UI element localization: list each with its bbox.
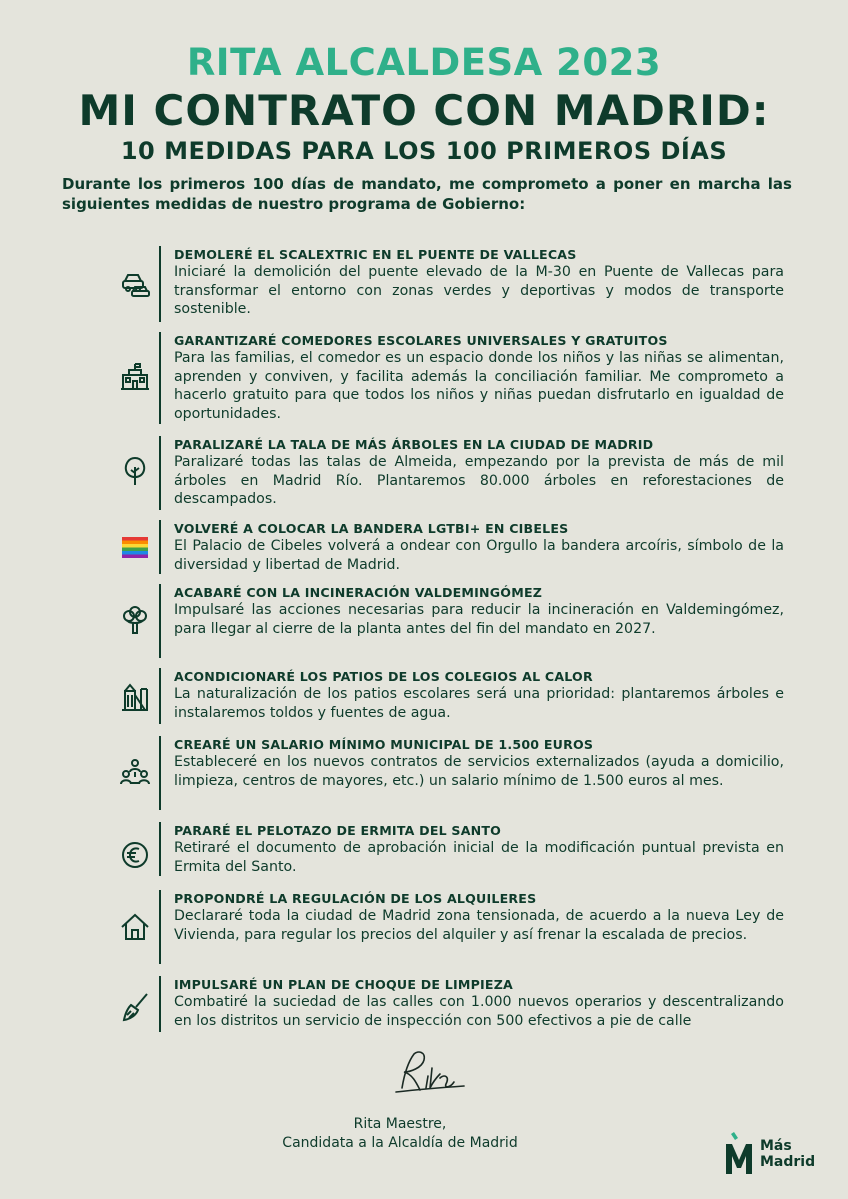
house-icon (118, 910, 152, 944)
logo-line-1: Más (760, 1138, 792, 1154)
measure-body: La naturalización de los patios escolares será una prioridad: plantaremos árboles e instalaremos toldos y fuentes de agua. (174, 686, 784, 721)
signatory-name: Rita Maestre, (353, 1116, 447, 1132)
measure-title: DEMOLERÉ EL SCALEXTRIC EN EL PUENTE DE VALLECAS (174, 247, 577, 262)
measure-body: Iniciaré la demolición del puente elevado de la M-30 en Puente de Vallecas para transformar el entorno con zonas verdes y deportivas y modos de transporte sostenible. (174, 264, 784, 318)
page-title: MI CONTRATO CON MADRID: (78, 86, 770, 135)
euro-coin-icon (118, 838, 152, 872)
measure-title: PARARÉ EL PELOTAZO DE ERMITA DEL SANTO (174, 823, 502, 838)
divider-line (159, 736, 161, 810)
measure-title: ACONDICIONARÉ LOS PATIOS DE LOS COLEGIOS AL CALOR (174, 669, 593, 684)
divider-line (159, 520, 161, 574)
cars-icon (118, 266, 152, 300)
measure-title: PARALIZARÉ LA TALA DE MÁS ÁRBOLES EN LA CIUDAD DE MADRID (174, 437, 654, 452)
measure-body: Declararé toda la ciudad de Madrid zona tensionada, de acuerdo a la nueva Ley de Vivienda, para regular los precios del alquiler y así frenar la escalada de precios. (174, 908, 784, 943)
measure-title: CREARÉ UN SALARIO MÍNIMO MUNICIPAL DE 1.500 EUROS (174, 737, 594, 752)
divider-line (159, 976, 161, 1032)
signatory-role: Candidata a la Alcaldía de Madrid (282, 1135, 518, 1151)
measure-body: El Palacio de Cibeles volverá a ondear con Orgullo la bandera arcoíris, símbolo de la diversidad y libertad de Madrid. (174, 538, 784, 573)
broom-icon (118, 990, 152, 1024)
measure-body: Retiraré el documento de aprobación inicial de la modificación puntual prevista en Ermita del Santo. (174, 840, 784, 875)
divider-line (159, 668, 161, 724)
divider-line (159, 332, 161, 424)
campaign-kicker: RITA ALCALDESA 2023 (186, 41, 662, 84)
logo-line-2: Madrid (760, 1154, 816, 1170)
measure-body: Para las familias, el comedor es un espacio donde los niños y las niñas se alimentan, aprenden y conviven, y facilita además la conciliación familiar. Me comprometo a hacerlo gratuito para que todos los niños y niñas puedan disfrutarlo en igualdad de oportunidades. (174, 350, 784, 422)
header (0, 40, 848, 166)
measure-body: Paralizaré todas las talas de Almeida, empezando por la prevista de más de mil árboles en Madrid Río. Plantaremos 80.000 árboles en reforestaciones de descampados. (174, 454, 784, 508)
page-subtitle: 10 MEDIDAS PARA LOS 100 PRIMEROS DÍAS (120, 137, 728, 165)
divider-line (159, 436, 161, 510)
divider-line (159, 584, 161, 658)
handwritten-signature (380, 1048, 470, 1100)
measure-body: Estableceré en los nuevos contratos de servicios externalizados (ayuda a domicilio, limpieza, centros de mayores, etc.) un salario mínimo de 1.500 euros al mes. (174, 754, 784, 789)
divider-line (159, 246, 161, 322)
measure-title: PROPONDRÉ LA REGULACIÓN DE LOS ALQUILERES (174, 891, 537, 906)
measure-title: ACABARÉ CON LA INCINERACIÓN VALDEMINGÓMEZ (174, 585, 543, 600)
logo-text (760, 1138, 815, 1170)
measure-body: Impulsaré las acciones necesarias para reducir la incineración en Valdemingómez, para llegar al cierre de la planta antes del fin del mandato en 2027. (174, 602, 784, 637)
playground-icon (118, 680, 152, 714)
rainbow-flag-icon (118, 530, 152, 564)
divider-line (159, 822, 161, 876)
mas-madrid-logo (724, 1128, 824, 1178)
logo-mark-icon (724, 1130, 754, 1176)
people-group-icon (118, 756, 152, 790)
broccoli-tree-icon (118, 604, 152, 638)
divider-line (159, 890, 161, 964)
measure-title: IMPULSARÉ UN PLAN DE CHOQUE DE LIMPIEZA (174, 977, 514, 992)
measure-title: VOLVERÉ A COLOCAR LA BANDERA LGTBI+ EN CIBELES (174, 521, 569, 536)
measure-title: GARANTIZARÉ COMEDORES ESCOLARES UNIVERSALES Y GRATUITOS (174, 333, 668, 348)
measure-body: Combatiré la suciedad de las calles con 1.000 nuevos operarios y descentralizando en los distritos un servicio de inspección con 500 efectivos a pie de calle (174, 994, 784, 1029)
intro-text: Durante los primeros 100 días de mandato, me comprometo a poner en marcha las siguientes medidas de nuestro programa de Gobierno: (62, 175, 792, 213)
school-icon (118, 360, 152, 394)
tree-icon (118, 454, 152, 488)
